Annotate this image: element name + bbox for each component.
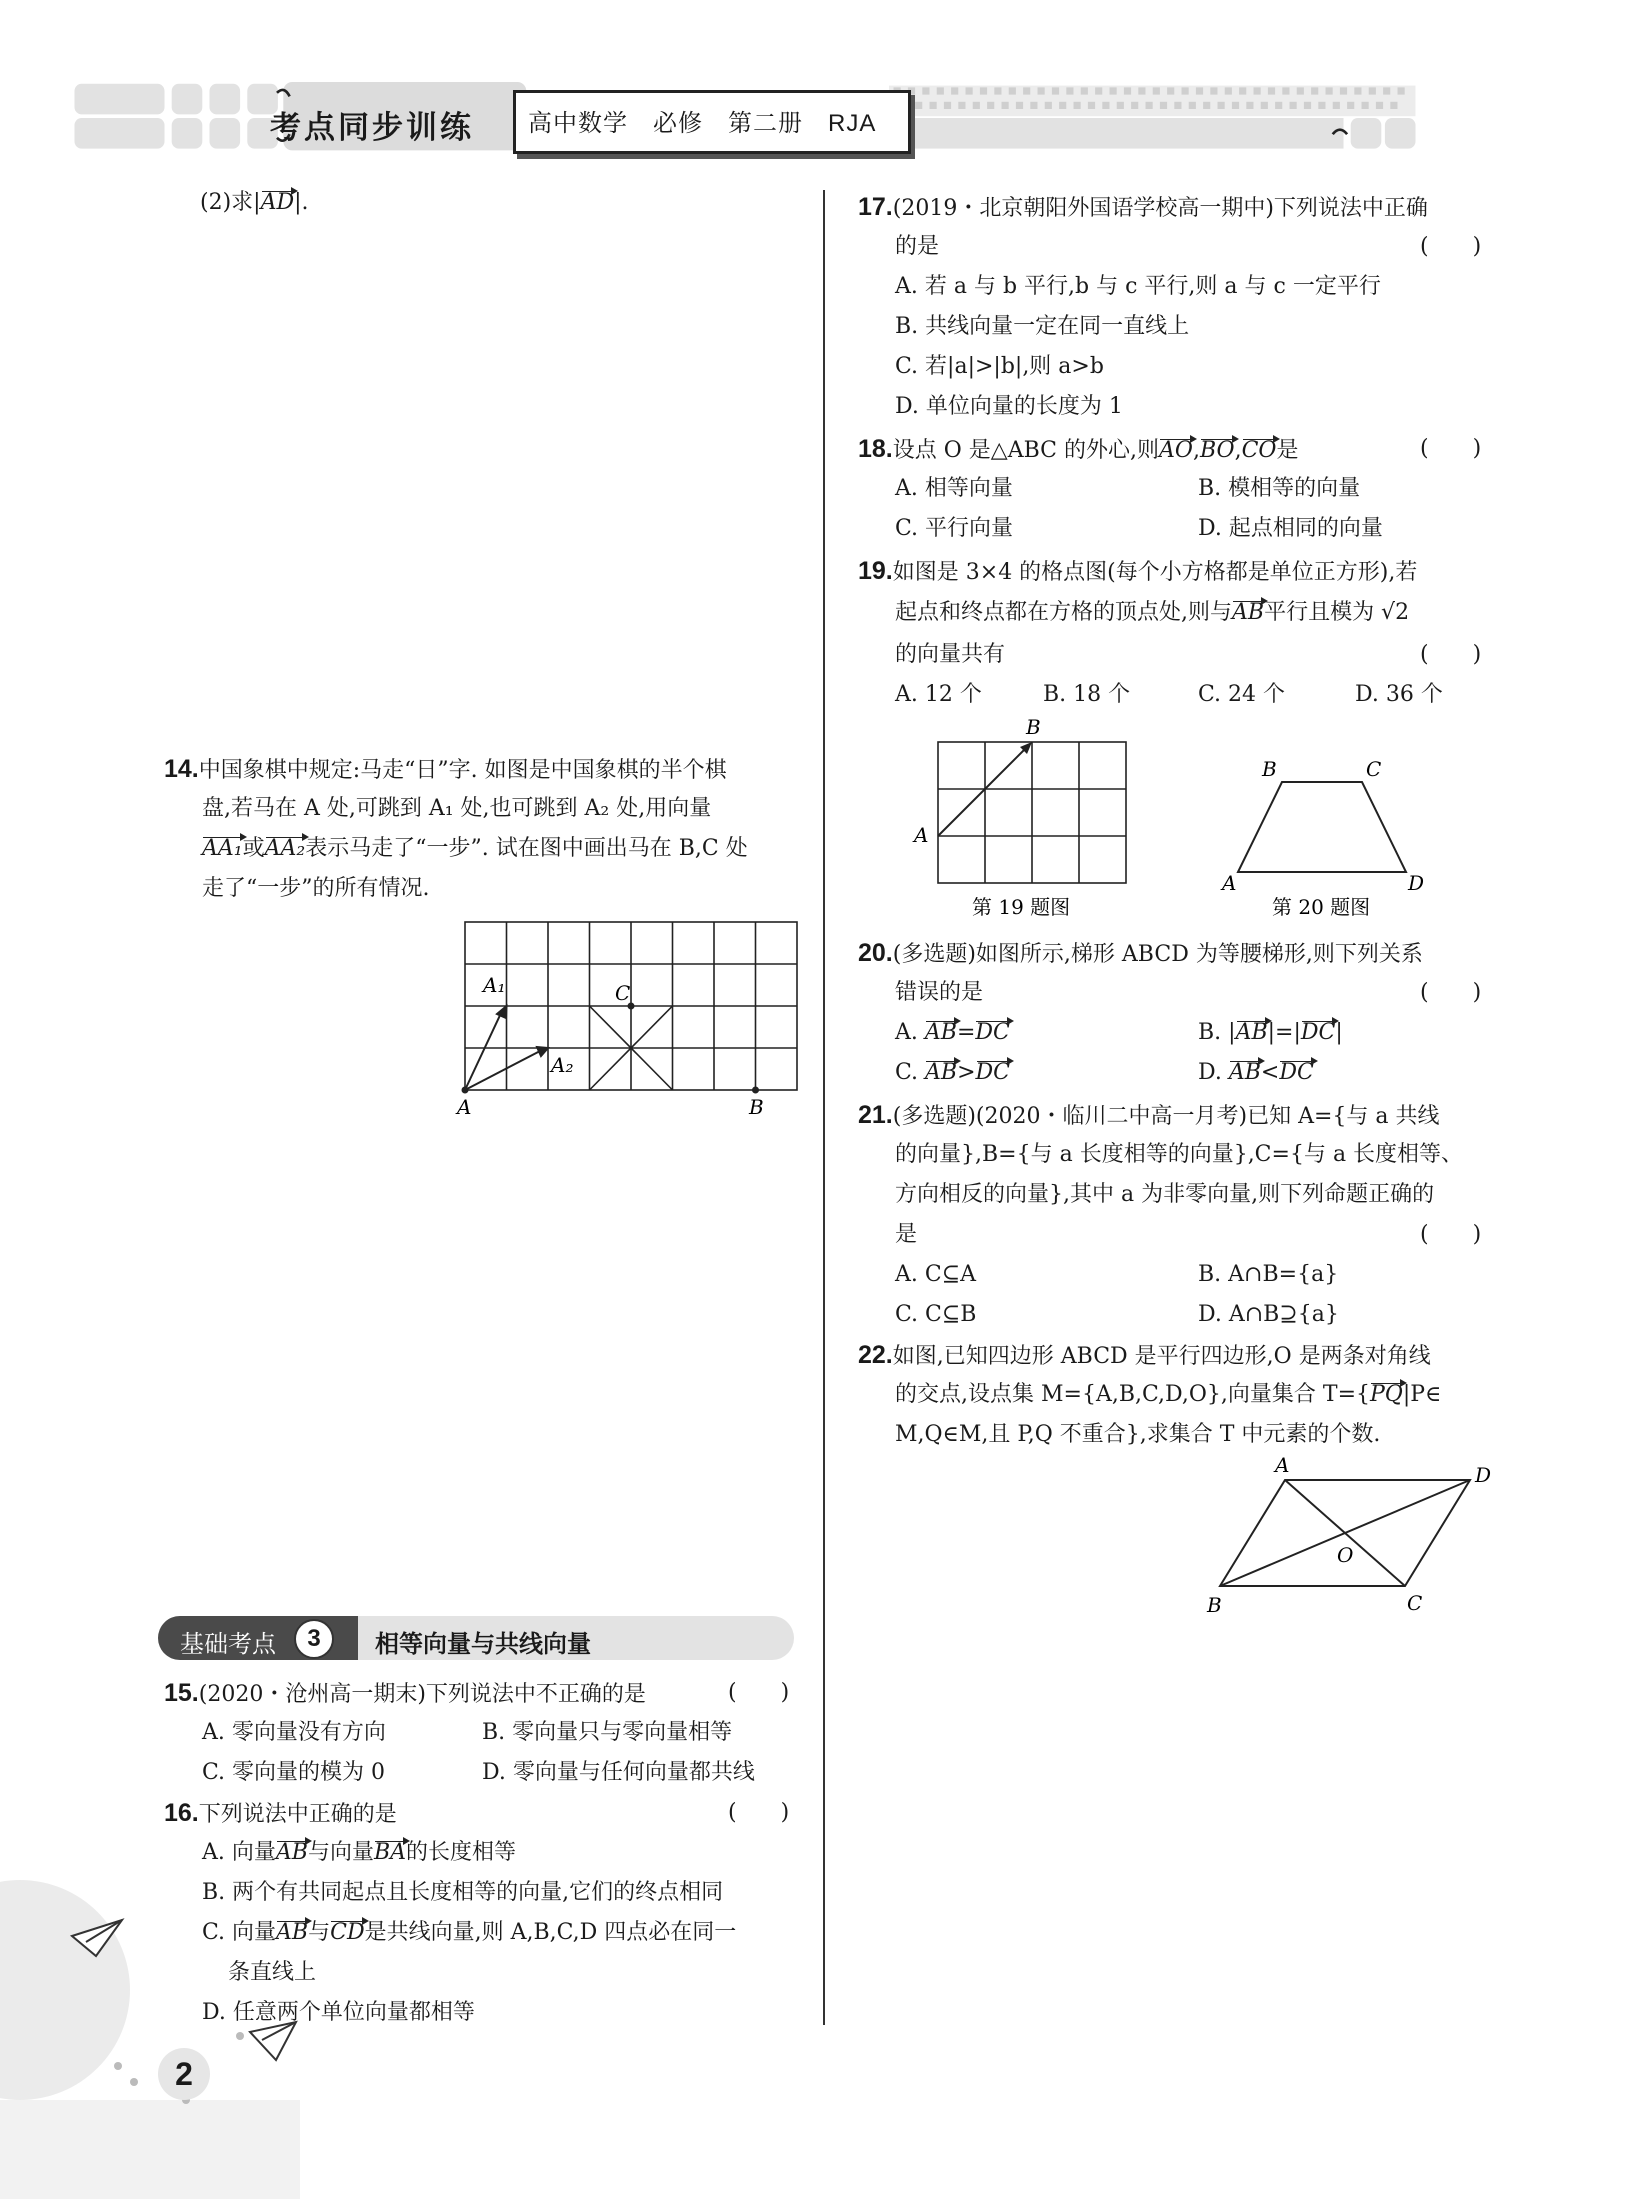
section-title: 相等向量与共线向量 — [375, 1631, 591, 1658]
vector-CO: CO — [1242, 436, 1277, 466]
q14-label-A1: A₁ — [483, 973, 506, 997]
q18-option-a: A. 相等向量 — [895, 476, 1013, 501]
q18-option-d: D. 起点相同的向量 — [1198, 516, 1383, 541]
q19-text2-pre: 起点和终点都在方格的顶点处,则与 — [895, 600, 1232, 625]
q22-text1: 如图,已知四边形 ABCD 是平行四边形,O 是两条对角线 — [892, 1344, 1431, 1369]
q19-label-A: A — [914, 823, 929, 847]
q19-line1 — [858, 556, 1417, 588]
page-number: 2 — [158, 2048, 210, 2100]
q21-line1 — [858, 1100, 1440, 1132]
q19-line3: 的向量共有 — [895, 642, 1006, 667]
q20-option-b — [1198, 1018, 1343, 1048]
q13-part2-suffix: |. — [294, 190, 309, 215]
q15-option-d: D. 零向量与任何向量都共线 — [482, 1760, 755, 1785]
q21-answer-paren: ( ) — [1420, 1222, 1482, 1247]
q16-a-mid: 与向量 — [307, 1840, 374, 1865]
q17-number: 17. — [858, 193, 893, 221]
q18-stem — [858, 434, 1298, 466]
q21-line3: 方向相反的向量},其中 a 为非零向量,则下列命题正确的 — [895, 1182, 1435, 1207]
q20-option-a — [895, 1018, 1010, 1048]
vector-BO: BO — [1200, 436, 1235, 466]
q22-label-A: A — [1275, 1453, 1290, 1477]
q20-c-op: > — [957, 1060, 976, 1085]
q19-caption: 第 19 题图 — [972, 895, 1071, 919]
q14-number: 14. — [164, 755, 199, 783]
q20-label-D: D — [1408, 871, 1425, 895]
vector-AA1: AA₁ — [202, 834, 243, 864]
q22-label-O: O — [1337, 1543, 1354, 1567]
q20-label-A: A — [1222, 871, 1237, 895]
q18-stem-post: 是 — [1276, 438, 1299, 463]
column-divider — [823, 190, 825, 2025]
q18-option-c: C. 平行向量 — [895, 516, 1014, 541]
q14-label-B: B — [749, 1095, 764, 1119]
q16-stem — [164, 1798, 397, 1830]
q19-option-b: B. 18 个 — [1043, 682, 1131, 707]
q14-label-C: C — [615, 981, 631, 1005]
vector-BA: BA — [374, 1838, 406, 1868]
q21-option-c: C. C⊆B — [895, 1302, 977, 1327]
q22-number: 22. — [858, 1341, 893, 1369]
q19-text1: 如图是 3×4 的格点图(每个小方格都是单位正方形),若 — [892, 560, 1418, 585]
q22-text2-post: |P∈ — [1402, 1382, 1442, 1407]
vector-DC: DC — [975, 1018, 1009, 1048]
q14-line1 — [164, 754, 727, 786]
q22-line1 — [858, 1340, 1431, 1372]
q17-option-a: A. 若 a 与 b 平行,b 与 c 平行,则 a 与 c 一定平行 — [895, 274, 1381, 299]
q20-b-pre: B. | — [1198, 1020, 1236, 1045]
q18-answer-paren: ( ) — [1420, 436, 1482, 461]
q20-label-B: B — [1262, 760, 1277, 781]
q21-number: 21. — [858, 1101, 893, 1129]
q20-b-post: | — [1335, 1020, 1343, 1045]
q17-line2: 的是 — [895, 234, 940, 259]
q16-a-post: 的长度相等 — [406, 1840, 517, 1865]
q19-label-B: B — [1026, 715, 1041, 739]
q18-number: 18. — [858, 435, 893, 463]
q19-number: 19. — [858, 557, 893, 585]
q13-part2 — [200, 188, 309, 218]
vector-AB: AB — [1232, 598, 1264, 628]
q19-answer-paren: ( ) — [1420, 642, 1482, 667]
vector-AB: AB — [1236, 1018, 1268, 1048]
q22-label-D: D — [1475, 1463, 1492, 1487]
header-title: 考点同步训练 — [270, 110, 474, 145]
q17-answer-paren: ( ) — [1420, 234, 1482, 259]
q18-sep1: , — [1192, 438, 1200, 463]
q18-sep2: , — [1234, 438, 1242, 463]
q14-label-A: A — [457, 1095, 472, 1119]
q19-text2-post: 平行且模为 √2 — [1264, 600, 1410, 625]
q16-stem-text: 下列说法中正确的是 — [198, 1802, 397, 1827]
q14-text3: 表示马走了“一步”. 试在图中画出马在 B,C 处 — [305, 836, 748, 861]
header-subtitle: 高中数学 必修 第二册 RJA — [528, 110, 877, 137]
vector-AB: AB — [1229, 1058, 1261, 1088]
q16-answer-paren: ( ) — [728, 1800, 790, 1825]
q16-a-pre: A. 向量 — [202, 1840, 276, 1865]
q17-option-d: D. 单位向量的长度为 1 — [895, 394, 1123, 419]
vector-CD: CD — [330, 1918, 364, 1948]
q20-c-pre: C. — [895, 1060, 926, 1085]
vector-AB: AB — [925, 1058, 957, 1088]
q17-option-c: C. 若|a|>|b|,则 a>b — [895, 354, 1104, 379]
q20-answer-paren: ( ) — [1420, 980, 1482, 1005]
q20-number: 20. — [858, 939, 893, 967]
q14-chessboard-figure — [455, 910, 815, 1120]
vector-AD: AD — [261, 188, 295, 218]
q14-text1: 中国象棋中规定:马走“日”字. 如图是中国象棋的半个棋 — [198, 758, 727, 783]
corner-decoration — [0, 1870, 310, 2199]
q22-text2-pre: 的交点,设点集 M={A,B,C,D,O},向量集合 T={ — [895, 1382, 1370, 1407]
q15-stem — [164, 1678, 646, 1710]
q19-option-d: D. 36 个 — [1355, 682, 1443, 707]
q13-part2-prefix: (2)求| — [200, 190, 261, 215]
q20-d-op: < — [1260, 1060, 1280, 1085]
vector-DC: DC — [1279, 1058, 1313, 1088]
q20-line2: 错误的是 — [895, 980, 984, 1005]
q21-option-b: B. A∩B={a} — [1198, 1262, 1339, 1287]
q20-option-d — [1198, 1058, 1314, 1088]
q20-a-op: = — [956, 1020, 976, 1045]
q20-line1 — [858, 938, 1423, 970]
q18-option-b: B. 模相等的向量 — [1198, 476, 1361, 501]
q17-line1 — [858, 192, 1428, 224]
q20-b-op: |=| — [1267, 1020, 1301, 1045]
q15-option-b: B. 零向量只与零向量相等 — [482, 1720, 733, 1745]
q19-grid-figure — [900, 712, 1160, 922]
q20-a-pre: A. — [895, 1020, 925, 1045]
q22-line2 — [895, 1380, 1441, 1410]
q16-number: 16. — [164, 1799, 199, 1827]
vector-AB: AB — [276, 1838, 308, 1868]
q16-option-a — [202, 1838, 516, 1868]
q21-line4: 是 — [895, 1222, 918, 1247]
section-number-badge: 3 — [294, 1619, 334, 1659]
q16-c-mid: 与 — [308, 1920, 331, 1945]
q16-option-d: D. 任意两个单位向量都相等 — [202, 2000, 475, 2025]
q15-option-a: A. 零向量没有方向 — [202, 1720, 386, 1745]
q14-line3 — [202, 834, 748, 864]
vector-AA2: AA₂ — [265, 834, 306, 864]
q16-c-pre: C. 向量 — [202, 1920, 277, 1945]
q20-trapezoid-figure — [1210, 760, 1440, 922]
q20-d-pre: D. — [1198, 1060, 1229, 1085]
q15-stem-text: (2020・沧州高一期末)下列说法中不正确的是 — [198, 1682, 646, 1707]
q16-option-c-line2: 条直线上 — [228, 1960, 317, 1985]
q15-option-c: C. 零向量的模为 0 — [202, 1760, 386, 1785]
q14-line2: 盘,若马在 A 处,可跳到 A₁ 处,也可跳到 A₂ 处,用向量 — [202, 796, 712, 821]
q15-number: 15. — [164, 1679, 199, 1707]
q21-option-d: D. A∩B⊇{a} — [1198, 1302, 1339, 1327]
vector-DC: DC — [1301, 1018, 1335, 1048]
section-label: 基础考点 — [180, 1631, 276, 1658]
q22-line3: M,Q∈M,且 P,Q 不重合},求集合 T 中元素的个数. — [895, 1422, 1381, 1447]
q19-line2 — [895, 598, 1409, 628]
q21-line2: 的向量},B={与 a 长度相等的向量},C={与 a 长度相等、 — [895, 1142, 1464, 1167]
q19-option-c: C. 24 个 — [1198, 682, 1286, 707]
vector-AB: AB — [276, 1918, 308, 1948]
q15-answer-paren: ( ) — [728, 1680, 790, 1705]
q22-label-B: B — [1207, 1593, 1222, 1617]
q20-caption: 第 20 题图 — [1272, 895, 1371, 919]
vector-AB: AB — [925, 1018, 957, 1048]
q16-c-post: 是共线向量,则 A,B,C,D 四点必在同一 — [364, 1920, 737, 1945]
q22-label-C: C — [1407, 1591, 1423, 1615]
vector-PQ: PQ — [1370, 1380, 1403, 1410]
q20-option-c — [895, 1058, 1010, 1088]
q22-parallelogram-figure — [1195, 1450, 1505, 1625]
q18-stem-pre: 设点 O 是△ABC 的外心,则 — [892, 438, 1159, 463]
vector-AO: AO — [1159, 436, 1193, 466]
q19-option-a: A. 12 个 — [895, 682, 982, 707]
q14-or: 或 — [242, 836, 265, 861]
vector-DC: DC — [976, 1058, 1010, 1088]
q14-line4: 走了“一步”的所有情况. — [202, 876, 430, 901]
q21-text1: (多选题)(2020・临川二中高一月考)已知 A={与 a 共线 — [892, 1104, 1440, 1129]
q17-option-b: B. 共线向量一定在同一直线上 — [895, 314, 1190, 339]
q17-text1: (2019・北京朝阳外国语学校高一期中)下列说法中正确 — [892, 196, 1428, 221]
q21-option-a: A. C⊆A — [895, 1262, 977, 1287]
q20-text1: (多选题)如图所示,梯形 ABCD 为等腰梯形,则下列关系 — [892, 942, 1423, 967]
q16-option-b: B. 两个有共同起点且长度相等的向量,它们的终点相同 — [202, 1880, 724, 1905]
q14-label-A2: A₂ — [551, 1053, 574, 1077]
q20-label-C: C — [1366, 760, 1382, 781]
